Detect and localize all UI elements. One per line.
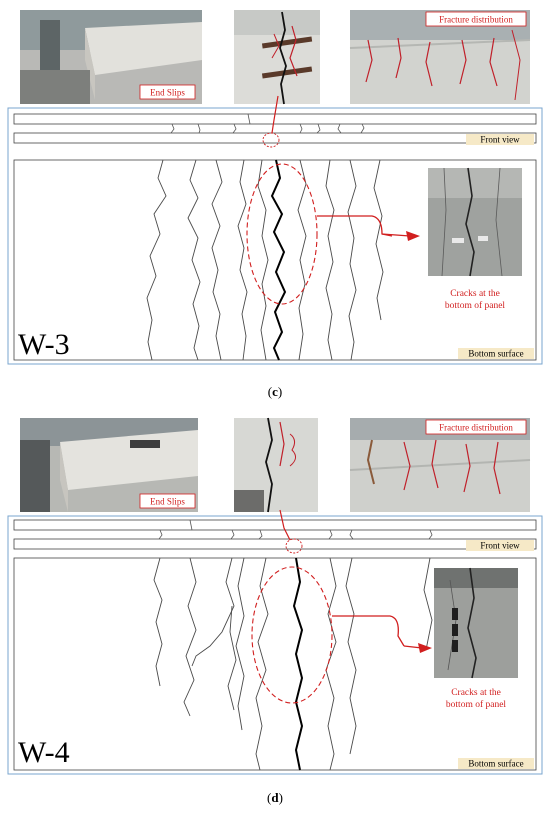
front-view-label: Front view: [480, 134, 520, 145]
bottom-surface-label: Bottom surface: [468, 348, 524, 359]
photo-crack-closeup: [234, 10, 320, 104]
inset-photo: [434, 568, 518, 678]
photo-end-slips: [20, 10, 202, 104]
caption-d: (d): [267, 790, 283, 805]
front-view-strip-bottom: [14, 539, 536, 549]
specimen-label: W-4: [18, 736, 70, 769]
bottom-surface-label: Bottom surface: [468, 758, 524, 769]
inset-caption-line1: Cracks at the: [451, 688, 501, 698]
front-view-strip-top: [14, 520, 536, 530]
caption-c: (c): [267, 384, 283, 399]
front-view-label: Front view: [480, 540, 520, 551]
end-slips-label: End Slips: [150, 496, 185, 507]
photo-crack-closeup: [234, 418, 318, 512]
photo-end-slips: [20, 418, 198, 512]
figure-panel-c: [0, 0, 550, 370]
end-slips-label: End Slips: [150, 87, 185, 98]
inset-caption-line1: Cracks at the: [450, 289, 500, 299]
photo-fracture-distribution: [350, 418, 530, 512]
front-view-strip-bottom: [14, 133, 536, 143]
figure-panel-d: [0, 410, 550, 780]
caption-c-letter: c: [272, 384, 278, 399]
specimen-label: W-3: [18, 328, 70, 361]
inset-photo: [428, 168, 522, 276]
inset-caption-line2: bottom of panel: [445, 700, 507, 710]
photo-fracture-distribution: [350, 10, 530, 104]
caption-d-letter: d: [271, 790, 279, 805]
fracture-distribution-label: Fracture distribution: [439, 422, 513, 433]
inset-caption-line2: bottom of panel: [444, 301, 506, 311]
fracture-distribution-label: Fracture distribution: [439, 14, 513, 25]
panel-d-diagram: [0, 410, 550, 780]
panel-c-diagram: [0, 0, 550, 370]
